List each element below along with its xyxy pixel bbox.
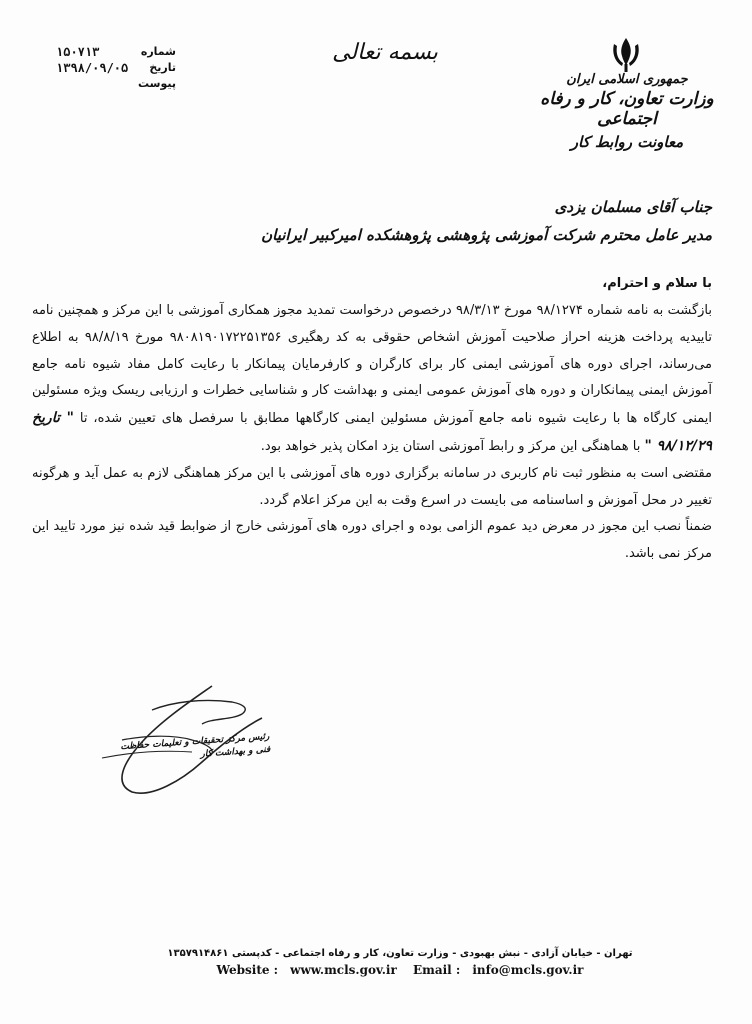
date-label: تاریخ [149,61,176,74]
paragraph-3: ضمناً نصب این مجوز در معرض دید عموم الزامی بوده و اجرای دوره های آموزشی خارج از ضوابط قید شده نیز مورد تایید این مرکز نمی باشد. [32,519,712,562]
email-link[interactable]: info@mcls.gov.ir [472,963,584,977]
department-name: معاونت روابط کار [570,133,684,151]
deadline-date: " تاریخ ۹۸/۱۲/۲۹ " [32,410,712,454]
attachment-label: پیوست [138,77,176,90]
footer-address: تهران - خیابان آزادی - نبش بهبودی - وزارت تعاون، کار و رفاه اجتماعی - کدپستی ۱۳۵۷۹۱۴۸۶۱ [167,948,633,959]
addressee-title: مدیر عامل محترم شرکت آموزشی پژوهشی پژوهشکده امیرکبیر ایرانیان [261,226,712,244]
letter-metadata [56,44,176,92]
country-name: جمهوری اسلامی ایران [566,72,688,87]
website-link[interactable]: www.mcls.gov.ir [290,963,397,977]
greeting: با سلام و احترام، [602,276,712,291]
bismillah-heading: بسمه تعالی [332,40,438,65]
number-label: شماره [140,45,176,58]
email-label: Email : [412,963,461,977]
ministry-heading [522,72,732,151]
paragraph-1-text: بازگشت به نامه شماره ۹۸/۱۲۷۴ مورخ ۹۸/۳/۱۳ درخصوص درخواست تمدید مجوز همکاری آموزشی با این مرکز و همچنین نامه تاییدیه پرداخت هزینه احراز صلاحیت آموزش اشخاص حقوقی به کد رهگیری ۹۸۰۸۱۹۰۱۷۲۲۵۱۳۵۶ مورخ ۹۸/۸/۱۹ به اطلاع می‌رساند، اجرای دوره های آموزشی ایمنی کار برای کارگران و کارفرمایان پیمانکار با رعایت کامل مفاد شیوه نامه جامع آموزش ایمنی پیمانکاران و دوره های آموزش عمومی ایمنی و بهداشت کار و شناسایی خطرات و ارزیابی ریسک ویژه مسئولین ایمنی کارگاه ها با رعایت شیوه نامه جامع آموزش مسئولین ایمنی کارگاهها مطابق با سرفصل های تعیین شده، تا [32,303,713,427]
ministry-name: وزارت تعاون، کار و رفاه اجتماعی [540,89,714,129]
letter-footer [140,946,660,978]
addressee-name: جناب آقای مسلمان یزدی [554,198,712,216]
footer-contact [140,962,660,978]
paragraph-1-end: با هماهنگی این مرکز و رابط آموزشی استان یزد امکان پذیر خواهد بود. [260,438,641,454]
number-value: ۱۵۰۷۱۳ [56,45,100,59]
iran-emblem-icon [606,34,646,74]
addressee-block [192,198,712,244]
website-label: Website : [216,963,279,977]
letter-body [32,298,712,568]
signatory-title: رئیس مرکز تحقیقات و تعلیمات حفاظت فنی و بهداشت کار [120,731,271,760]
paragraph-1 [32,298,712,461]
date-value: ۱۳۹۸/۰۹/۰۵ [56,61,129,75]
paragraph-2: مقتضی است به منظور ثبت نام کاربری در سامانه برگزاری دوره های آموزشی با این مرکز هماهنگی لازم به عمل آید و هرگونه تغییر در محل آموزش و اساسنامه می بایست در اسرع وقت به این مرکز اعلام گردد. [32,465,712,508]
